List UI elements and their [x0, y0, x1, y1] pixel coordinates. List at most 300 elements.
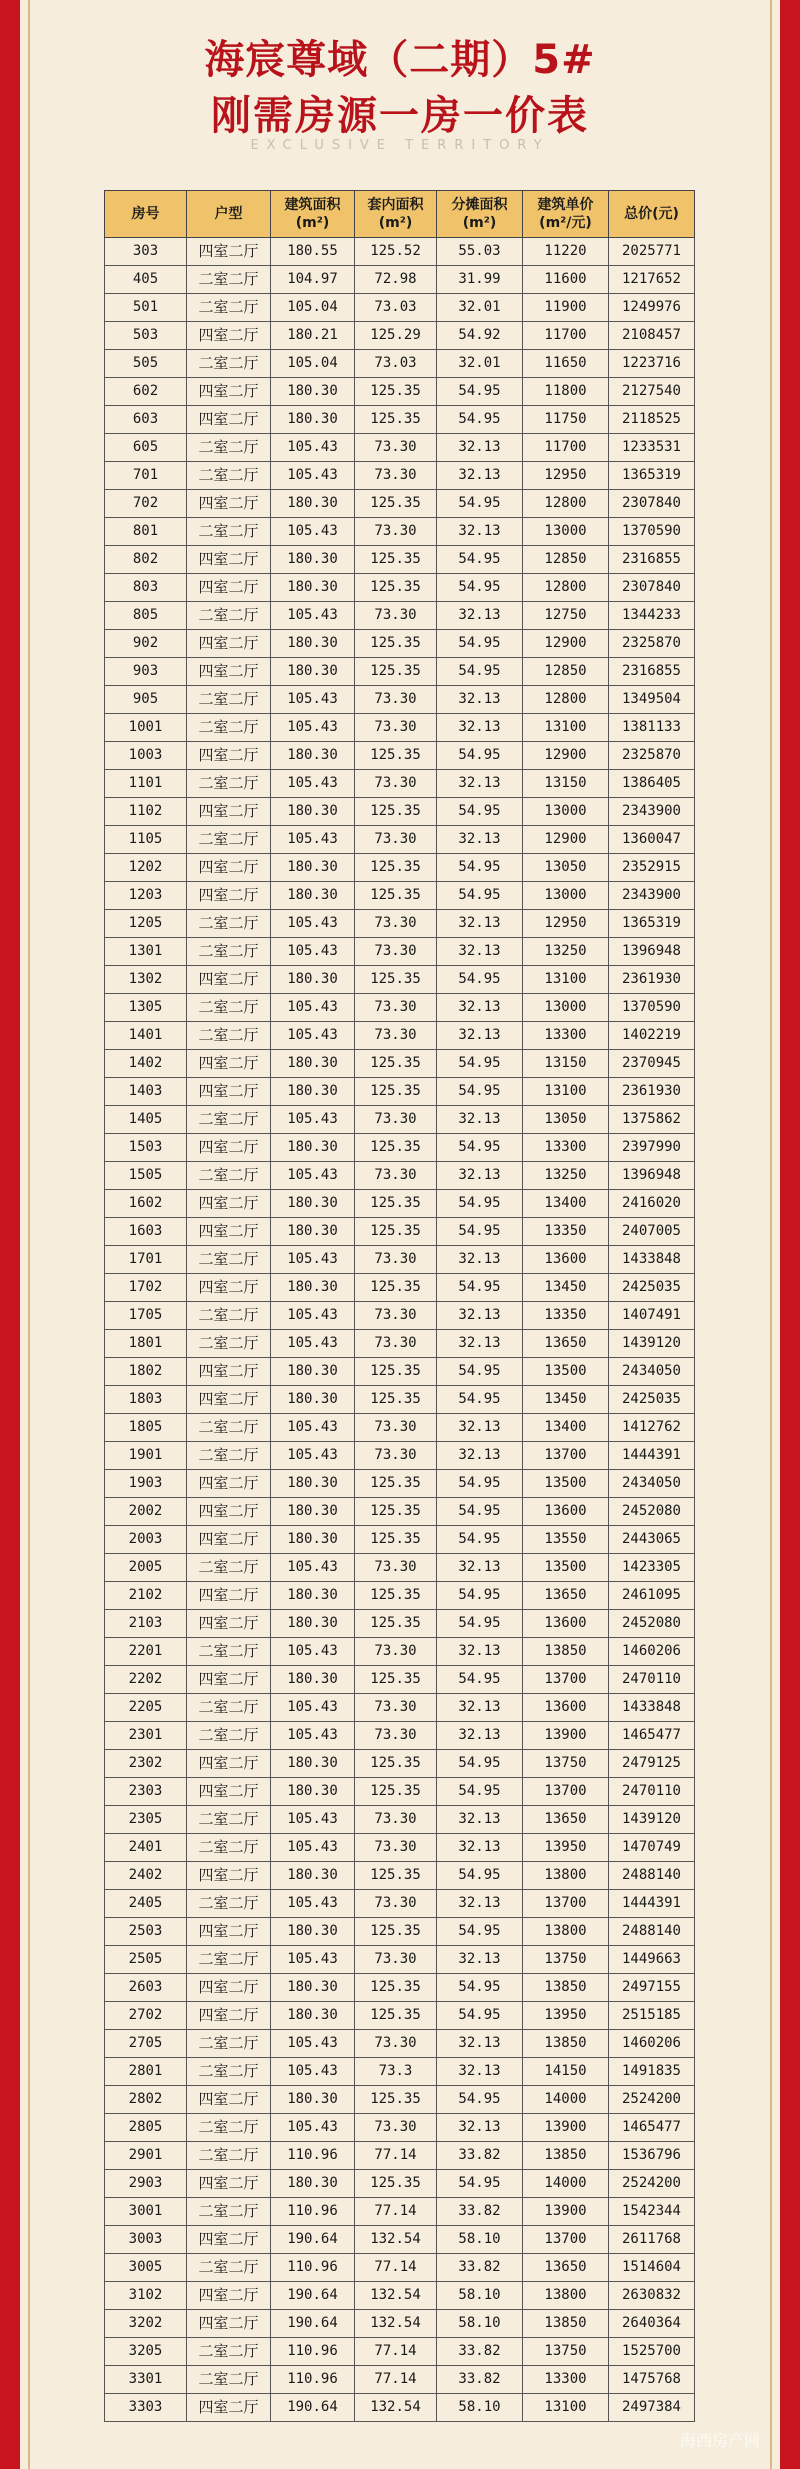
cell-shared-area: 54.95 [437, 546, 523, 574]
cell-unit-price: 12900 [523, 630, 609, 658]
cell-total-price: 2316855 [609, 546, 695, 574]
cell-shared-area: 54.95 [437, 2002, 523, 2030]
cell-net-area: 73.30 [355, 714, 437, 742]
cell-gross-area: 180.30 [271, 1526, 355, 1554]
cell-unit-price: 13150 [523, 770, 609, 798]
cell-total-price: 2127540 [609, 378, 695, 406]
cell-unit-price: 13150 [523, 1050, 609, 1078]
cell-room: 1205 [105, 910, 187, 938]
cell-gross-area: 180.30 [271, 2170, 355, 2198]
cell-layout: 四室二厅 [187, 1274, 271, 1302]
cell-unit-price: 13700 [523, 1778, 609, 1806]
table-row [105, 1470, 695, 1498]
cell-layout: 四室二厅 [187, 1470, 271, 1498]
cell-room: 3303 [105, 2394, 187, 2422]
cell-total-price: 2407005 [609, 1218, 695, 1246]
cell-gross-area: 105.43 [271, 1414, 355, 1442]
cell-room: 2405 [105, 1890, 187, 1918]
cell-total-price: 2630832 [609, 2282, 695, 2310]
cell-net-area: 77.14 [355, 2198, 437, 2226]
cell-total-price: 1465477 [609, 1722, 695, 1750]
table-row [105, 770, 695, 798]
cell-layout: 四室二厅 [187, 854, 271, 882]
cell-shared-area: 32.13 [437, 1022, 523, 1050]
cell-gross-area: 105.43 [271, 910, 355, 938]
cell-gross-area: 105.43 [271, 2058, 355, 2086]
cell-unit-price: 12900 [523, 826, 609, 854]
cell-total-price: 2361930 [609, 966, 695, 994]
cell-gross-area: 105.43 [271, 434, 355, 462]
cell-layout: 四室二厅 [187, 1666, 271, 1694]
cell-net-area: 125.35 [355, 1358, 437, 1386]
cell-layout: 二室二厅 [187, 518, 271, 546]
cell-layout: 四室二厅 [187, 490, 271, 518]
cell-gross-area: 180.30 [271, 882, 355, 910]
cell-shared-area: 54.95 [437, 1862, 523, 1890]
table-row [105, 1974, 695, 2002]
cell-gross-area: 180.30 [271, 1666, 355, 1694]
cell-layout: 二室二厅 [187, 938, 271, 966]
cell-unit-price: 13650 [523, 2254, 609, 2282]
cell-net-area: 77.14 [355, 2254, 437, 2282]
cell-total-price: 2425035 [609, 1386, 695, 1414]
cell-shared-area: 54.95 [437, 2086, 523, 2114]
english-tagline: EXCLUSIVE TERRITORY [250, 138, 550, 153]
col-header-shared-area: 分摊面积 (m²) [437, 191, 523, 238]
cell-room: 1705 [105, 1302, 187, 1330]
cell-room: 2102 [105, 1582, 187, 1610]
cell-unit-price: 13900 [523, 2198, 609, 2226]
table-row [105, 910, 695, 938]
cell-shared-area: 54.95 [437, 1134, 523, 1162]
table-row [105, 826, 695, 854]
cell-unit-price: 13950 [523, 1834, 609, 1862]
table-row [105, 1610, 695, 1638]
cell-net-area: 73.03 [355, 294, 437, 322]
cell-total-price: 2524200 [609, 2170, 695, 2198]
cell-total-price: 1449663 [609, 1946, 695, 1974]
cell-room: 2401 [105, 1834, 187, 1862]
cell-net-area: 73.30 [355, 2114, 437, 2142]
cell-net-area: 73.30 [355, 1722, 437, 1750]
cell-net-area: 125.35 [355, 1918, 437, 1946]
cell-net-area: 125.52 [355, 238, 437, 266]
cell-total-price: 2025771 [609, 238, 695, 266]
cell-unit-price: 13750 [523, 1750, 609, 1778]
cell-unit-price: 13100 [523, 1078, 609, 1106]
cell-shared-area: 54.92 [437, 322, 523, 350]
cell-room: 1805 [105, 1414, 187, 1442]
cell-total-price: 2108457 [609, 322, 695, 350]
cell-unit-price: 13000 [523, 882, 609, 910]
cell-net-area: 125.35 [355, 798, 437, 826]
table-row [105, 686, 695, 714]
cell-room: 2201 [105, 1638, 187, 1666]
cell-total-price: 2611768 [609, 2226, 695, 2254]
cell-layout: 四室二厅 [187, 238, 271, 266]
cell-unit-price: 13300 [523, 1134, 609, 1162]
cell-net-area: 125.35 [355, 1526, 437, 1554]
cell-gross-area: 180.30 [271, 1050, 355, 1078]
cell-gross-area: 180.30 [271, 1498, 355, 1526]
cell-total-price: 1525700 [609, 2338, 695, 2366]
cell-net-area: 73.30 [355, 462, 437, 490]
cell-room: 902 [105, 630, 187, 658]
cell-gross-area: 105.43 [271, 602, 355, 630]
cell-unit-price: 14000 [523, 2086, 609, 2114]
cell-net-area: 125.35 [355, 1134, 437, 1162]
cell-room: 1903 [105, 1470, 187, 1498]
table-row [105, 574, 695, 602]
cell-room: 1203 [105, 882, 187, 910]
cell-net-area: 73.30 [355, 938, 437, 966]
col-header-room: 房号 [105, 191, 187, 238]
cell-shared-area: 32.13 [437, 1554, 523, 1582]
cell-shared-area: 54.95 [437, 1470, 523, 1498]
cell-total-price: 1439120 [609, 1806, 695, 1834]
cell-unit-price: 11220 [523, 238, 609, 266]
cell-room: 2005 [105, 1554, 187, 1582]
cell-shared-area: 54.95 [437, 1078, 523, 1106]
cell-shared-area: 32.13 [437, 1246, 523, 1274]
cell-total-price: 2497384 [609, 2394, 695, 2422]
table-row [105, 1778, 695, 1806]
cell-gross-area: 105.43 [271, 1722, 355, 1750]
cell-unit-price: 13650 [523, 1330, 609, 1358]
table-row [105, 1162, 695, 1190]
price-table [104, 190, 695, 2422]
cell-total-price: 1460206 [609, 1638, 695, 1666]
cell-room: 2901 [105, 2142, 187, 2170]
cell-layout: 二室二厅 [187, 1722, 271, 1750]
cell-gross-area: 105.43 [271, 1806, 355, 1834]
cell-room: 802 [105, 546, 187, 574]
cell-shared-area: 32.13 [437, 1694, 523, 1722]
col-header-total-price: 总价(元) [609, 191, 695, 238]
cell-net-area: 125.35 [355, 1778, 437, 1806]
cell-room: 2505 [105, 1946, 187, 1974]
cell-net-area: 125.35 [355, 966, 437, 994]
cell-net-area: 73.30 [355, 1106, 437, 1134]
cell-shared-area: 33.82 [437, 2338, 523, 2366]
cell-room: 2402 [105, 1862, 187, 1890]
cell-layout: 四室二厅 [187, 1974, 271, 2002]
cell-layout: 四室二厅 [187, 1862, 271, 1890]
cell-room: 801 [105, 518, 187, 546]
cell-net-area: 72.98 [355, 266, 437, 294]
cell-layout: 四室二厅 [187, 1750, 271, 1778]
cell-room: 1602 [105, 1190, 187, 1218]
table-row [105, 1554, 695, 1582]
table-row [105, 798, 695, 826]
cell-net-area: 125.35 [355, 1974, 437, 2002]
cell-room: 505 [105, 350, 187, 378]
cell-layout: 二室二厅 [187, 1022, 271, 1050]
cell-shared-area: 54.95 [437, 1386, 523, 1414]
cell-shared-area: 54.95 [437, 1750, 523, 1778]
cell-layout: 二室二厅 [187, 1638, 271, 1666]
cell-room: 1803 [105, 1386, 187, 1414]
cell-gross-area: 190.64 [271, 2310, 355, 2338]
cell-layout: 二室二厅 [187, 1246, 271, 1274]
table-row [105, 1106, 695, 1134]
cell-shared-area: 32.13 [437, 1890, 523, 1918]
cell-unit-price: 13100 [523, 966, 609, 994]
cell-gross-area: 110.96 [271, 2366, 355, 2394]
cell-layout: 二室二厅 [187, 994, 271, 1022]
cell-total-price: 1542344 [609, 2198, 695, 2226]
cell-layout: 二室二厅 [187, 2114, 271, 2142]
cell-room: 2805 [105, 2114, 187, 2142]
cell-total-price: 1217652 [609, 266, 695, 294]
cell-total-price: 1491835 [609, 2058, 695, 2086]
cell-room: 905 [105, 686, 187, 714]
cell-gross-area: 180.30 [271, 966, 355, 994]
cell-total-price: 1470749 [609, 1834, 695, 1862]
table-row [105, 1750, 695, 1778]
cell-room: 2705 [105, 2030, 187, 2058]
cell-layout: 四室二厅 [187, 966, 271, 994]
cell-unit-price: 13450 [523, 1274, 609, 1302]
table-row [105, 1330, 695, 1358]
cell-gross-area: 190.64 [271, 2282, 355, 2310]
cell-layout: 四室二厅 [187, 1050, 271, 1078]
cell-layout: 四室二厅 [187, 658, 271, 686]
cell-layout: 四室二厅 [187, 2310, 271, 2338]
cell-layout: 二室二厅 [187, 826, 271, 854]
cell-total-price: 2118525 [609, 406, 695, 434]
col-header-unit-price: 建筑单价 (m²/元) [523, 191, 609, 238]
table-row [105, 994, 695, 1022]
cell-gross-area: 180.30 [271, 546, 355, 574]
cell-layout: 四室二厅 [187, 1526, 271, 1554]
cell-unit-price: 13750 [523, 2338, 609, 2366]
cell-total-price: 1381133 [609, 714, 695, 742]
cell-total-price: 2452080 [609, 1610, 695, 1638]
cell-room: 602 [105, 378, 187, 406]
cell-shared-area: 32.13 [437, 1106, 523, 1134]
cell-room: 2003 [105, 1526, 187, 1554]
table-row [105, 2114, 695, 2142]
cell-unit-price: 13800 [523, 1918, 609, 1946]
cell-layout: 二室二厅 [187, 2366, 271, 2394]
cell-layout: 四室二厅 [187, 2086, 271, 2114]
cell-unit-price: 12850 [523, 546, 609, 574]
cell-gross-area: 180.30 [271, 2002, 355, 2030]
cell-layout: 四室二厅 [187, 742, 271, 770]
cell-shared-area: 32.13 [437, 1806, 523, 1834]
cell-shared-area: 32.13 [437, 2030, 523, 2058]
cell-room: 2702 [105, 2002, 187, 2030]
cell-total-price: 1344233 [609, 602, 695, 630]
cell-gross-area: 190.64 [271, 2394, 355, 2422]
cell-unit-price: 13600 [523, 1694, 609, 1722]
table-header-row [105, 191, 695, 238]
cell-net-area: 125.35 [355, 1666, 437, 1694]
page-title: 海宸尊域（二期）5# [204, 37, 596, 83]
cell-net-area: 125.29 [355, 322, 437, 350]
cell-total-price: 2316855 [609, 658, 695, 686]
cell-unit-price: 13100 [523, 2394, 609, 2422]
cell-gross-area: 105.43 [271, 714, 355, 742]
table-row [105, 546, 695, 574]
cell-net-area: 73.30 [355, 1330, 437, 1358]
cell-gross-area: 105.43 [271, 1554, 355, 1582]
table-row [105, 882, 695, 910]
cell-total-price: 2307840 [609, 574, 695, 602]
cell-gross-area: 105.43 [271, 1834, 355, 1862]
cell-layout: 四室二厅 [187, 1218, 271, 1246]
cell-gross-area: 180.30 [271, 854, 355, 882]
cell-net-area: 73.30 [355, 434, 437, 462]
table-row [105, 658, 695, 686]
cell-net-area: 125.35 [355, 1582, 437, 1610]
cell-total-price: 1370590 [609, 994, 695, 1022]
cell-gross-area: 180.30 [271, 1610, 355, 1638]
cell-layout: 四室二厅 [187, 1386, 271, 1414]
cell-total-price: 2497155 [609, 1974, 695, 2002]
cell-room: 1801 [105, 1330, 187, 1358]
cell-net-area: 125.35 [355, 1470, 437, 1498]
cell-gross-area: 105.43 [271, 994, 355, 1022]
cell-shared-area: 32.13 [437, 1302, 523, 1330]
cell-layout: 四室二厅 [187, 1610, 271, 1638]
table-row [105, 406, 695, 434]
cell-gross-area: 105.43 [271, 462, 355, 490]
cell-gross-area: 180.30 [271, 490, 355, 518]
cell-shared-area: 54.95 [437, 2170, 523, 2198]
table-row [105, 1302, 695, 1330]
cell-net-area: 73.30 [355, 1302, 437, 1330]
cell-unit-price: 13300 [523, 2366, 609, 2394]
cell-net-area: 125.35 [355, 2002, 437, 2030]
cell-total-price: 1360047 [609, 826, 695, 854]
table-row [105, 1414, 695, 1442]
cell-total-price: 2443065 [609, 1526, 695, 1554]
cell-net-area: 125.35 [355, 658, 437, 686]
cell-room: 2205 [105, 1694, 187, 1722]
cell-unit-price: 11900 [523, 294, 609, 322]
cell-gross-area: 105.43 [271, 518, 355, 546]
cell-room: 1802 [105, 1358, 187, 1386]
cell-gross-area: 180.30 [271, 2086, 355, 2114]
cell-total-price: 1514604 [609, 2254, 695, 2282]
cell-net-area: 73.30 [355, 2030, 437, 2058]
cell-layout: 二室二厅 [187, 1442, 271, 1470]
cell-room: 1001 [105, 714, 187, 742]
cell-net-area: 125.35 [355, 406, 437, 434]
cell-shared-area: 58.10 [437, 2310, 523, 2338]
cell-gross-area: 110.96 [271, 2338, 355, 2366]
table-row [105, 378, 695, 406]
cell-unit-price: 13750 [523, 1946, 609, 1974]
cell-shared-area: 32.13 [437, 1834, 523, 1862]
cell-net-area: 73.3 [355, 2058, 437, 2086]
cell-total-price: 2515185 [609, 2002, 695, 2030]
cell-gross-area: 180.30 [271, 1078, 355, 1106]
cell-shared-area: 54.95 [437, 1498, 523, 1526]
table-row [105, 1722, 695, 1750]
col-header-layout: 户型 [187, 191, 271, 238]
cell-net-area: 125.35 [355, 1078, 437, 1106]
cell-layout: 四室二厅 [187, 630, 271, 658]
cell-total-price: 2452080 [609, 1498, 695, 1526]
cell-shared-area: 32.13 [437, 518, 523, 546]
table-row [105, 1638, 695, 1666]
cell-layout: 四室二厅 [187, 574, 271, 602]
cell-shared-area: 54.95 [437, 854, 523, 882]
cell-gross-area: 105.43 [271, 826, 355, 854]
cell-unit-price: 13850 [523, 2142, 609, 2170]
table-row [105, 2142, 695, 2170]
cell-net-area: 125.35 [355, 1750, 437, 1778]
cell-shared-area: 54.95 [437, 630, 523, 658]
table-row [105, 2338, 695, 2366]
cell-gross-area: 180.30 [271, 1190, 355, 1218]
cell-shared-area: 54.95 [437, 1050, 523, 1078]
cell-layout: 四室二厅 [187, 322, 271, 350]
cell-layout: 四室二厅 [187, 798, 271, 826]
table-row [105, 630, 695, 658]
cell-gross-area: 180.30 [271, 1778, 355, 1806]
cell-unit-price: 14150 [523, 2058, 609, 2086]
cell-shared-area: 54.95 [437, 882, 523, 910]
cell-gross-area: 105.43 [271, 938, 355, 966]
cell-total-price: 2425035 [609, 1274, 695, 1302]
cell-shared-area: 58.10 [437, 2282, 523, 2310]
cell-room: 303 [105, 238, 187, 266]
cell-layout: 四室二厅 [187, 2002, 271, 2030]
cell-room: 1702 [105, 1274, 187, 1302]
table-row [105, 1442, 695, 1470]
cell-gross-area: 105.04 [271, 350, 355, 378]
cell-shared-area: 54.95 [437, 1274, 523, 1302]
cell-room: 1101 [105, 770, 187, 798]
cell-room: 1403 [105, 1078, 187, 1106]
cell-gross-area: 180.55 [271, 238, 355, 266]
cell-room: 702 [105, 490, 187, 518]
table-row [105, 1246, 695, 1274]
cell-unit-price: 13300 [523, 1022, 609, 1050]
cell-total-price: 1412762 [609, 1414, 695, 1442]
cell-layout: 二室二厅 [187, 2142, 271, 2170]
table-row [105, 714, 695, 742]
cell-unit-price: 13700 [523, 1890, 609, 1918]
cell-net-area: 73.30 [355, 1890, 437, 1918]
cell-layout: 二室二厅 [187, 2030, 271, 2058]
cell-total-price: 1233531 [609, 434, 695, 462]
cell-total-price: 1536796 [609, 2142, 695, 2170]
cell-net-area: 73.30 [355, 602, 437, 630]
cell-room: 2302 [105, 1750, 187, 1778]
cell-shared-area: 54.95 [437, 406, 523, 434]
cell-total-price: 1349504 [609, 686, 695, 714]
cell-room: 1401 [105, 1022, 187, 1050]
cell-total-price: 2397990 [609, 1134, 695, 1162]
cell-gross-area: 105.43 [271, 1162, 355, 1190]
table-row [105, 1694, 695, 1722]
cell-shared-area: 54.95 [437, 378, 523, 406]
cell-gross-area: 180.30 [271, 1274, 355, 1302]
table-row [105, 2310, 695, 2338]
cell-total-price: 1365319 [609, 462, 695, 490]
cell-shared-area: 54.95 [437, 1582, 523, 1610]
cell-gross-area: 105.43 [271, 1106, 355, 1134]
cell-unit-price: 11700 [523, 434, 609, 462]
cell-total-price: 2488140 [609, 1862, 695, 1890]
cell-total-price: 2434050 [609, 1358, 695, 1386]
cell-net-area: 73.30 [355, 826, 437, 854]
